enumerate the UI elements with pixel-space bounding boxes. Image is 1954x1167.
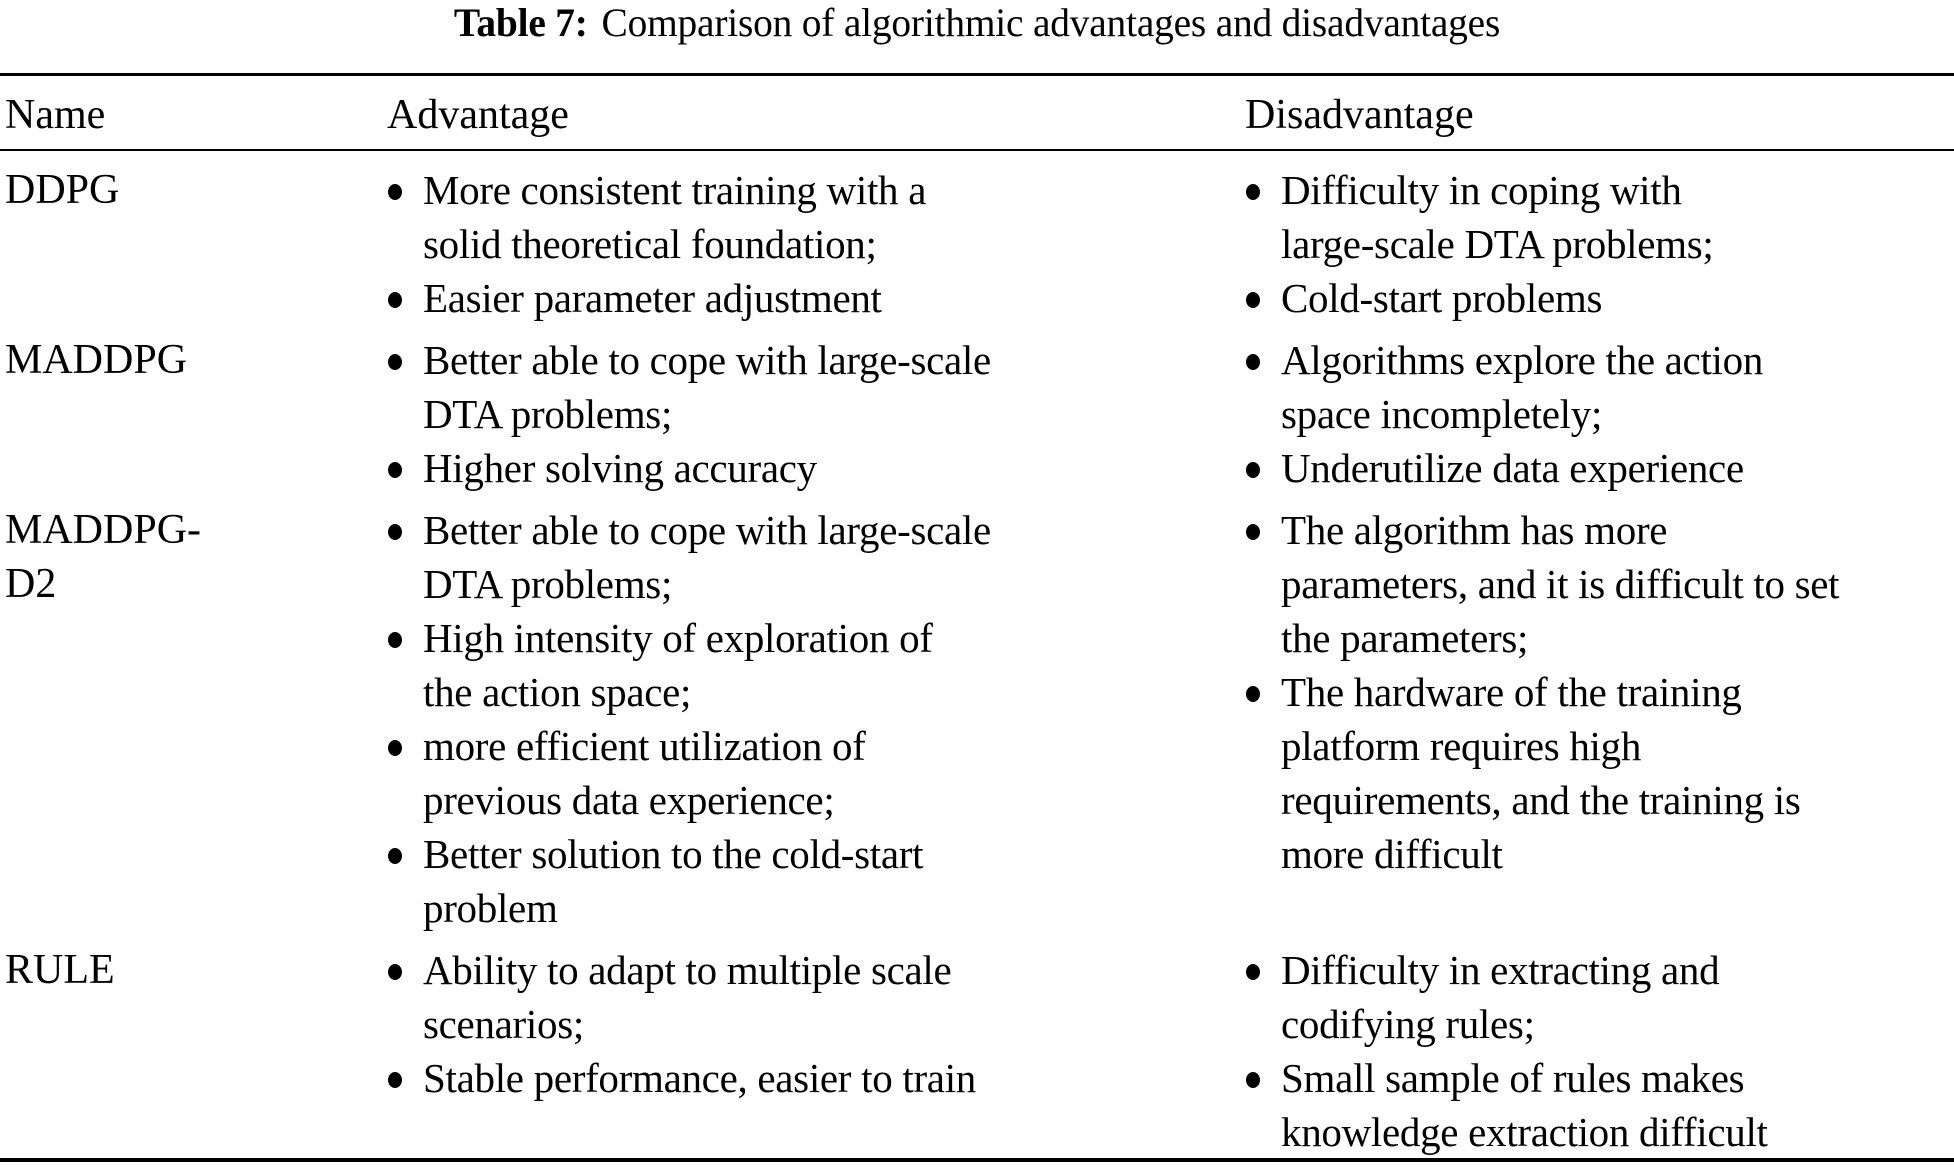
- table-caption-label: Table 7:: [453, 0, 588, 45]
- bullet-text-line: The algorithm has more: [1281, 507, 1668, 553]
- bullet-text-line: the parameters;: [1281, 615, 1529, 661]
- bullet-item: [388, 1051, 1208, 1105]
- bullet-item: [388, 611, 1208, 719]
- disadvantage-cell: [1246, 503, 1954, 881]
- bullet-icon: [1246, 964, 1260, 980]
- bullet-text-line: Difficulty in coping with: [1281, 167, 1682, 213]
- disadvantage-cell: [1246, 943, 1954, 1159]
- bullet-text-line: codifying rules;: [1281, 1001, 1535, 1047]
- bullet-text-line: previous data experience;: [423, 777, 835, 823]
- bullet-item: [388, 943, 1208, 1051]
- bullet-text-line: Higher solving accuracy: [423, 445, 817, 491]
- bullet-text-line: platform requires high: [1281, 723, 1642, 769]
- column-header-name: Name: [5, 92, 106, 138]
- bullet-item: [1246, 163, 1954, 271]
- bullet-text-line: more difficult: [1281, 831, 1503, 877]
- algorithm-name: [5, 503, 201, 611]
- advantage-cell: [388, 503, 1208, 935]
- bullet-item: [388, 503, 1208, 611]
- bullet-text-line: space incompletely;: [1281, 391, 1603, 437]
- bullet-icon: [388, 740, 402, 756]
- bullet-item: [388, 163, 1208, 271]
- advantage-cell: [388, 943, 1208, 1159]
- bullet-text-line: DTA problems;: [423, 561, 673, 607]
- bullet-text-line: parameters, and it is difficult to set: [1281, 561, 1840, 607]
- bullet-text-line: Ability to adapt to multiple scale: [423, 947, 952, 993]
- table-bottom-rule: [0, 1158, 1954, 1162]
- algorithm-name-line: MADDPG: [5, 337, 188, 383]
- bullet-icon: [388, 848, 402, 864]
- table-body: [0, 163, 1954, 1167]
- bullet-icon: [1246, 524, 1260, 540]
- table-row: [0, 943, 1954, 1159]
- bullet-text-line: More consistent training with a: [423, 167, 927, 213]
- algorithm-name: [5, 163, 119, 217]
- bullet-icon: [1246, 686, 1260, 702]
- bullet-text-line: scenarios;: [423, 1001, 584, 1047]
- table-top-rule: [0, 73, 1954, 76]
- bullet-text-line: Better solution to the cold-start: [423, 831, 924, 877]
- algorithm-name-line: MADDPG-: [5, 507, 202, 553]
- bullet-icon: [388, 632, 402, 648]
- disadvantage-cell: [1246, 333, 1954, 495]
- algorithm-name-line: D2: [5, 561, 57, 607]
- table-row: [0, 503, 1954, 935]
- algorithm-name-line: RULE: [5, 947, 115, 993]
- advantage-cell: [388, 333, 1208, 495]
- bullet-icon: [1246, 1072, 1260, 1088]
- bullet-icon: [388, 462, 402, 478]
- bullet-item: [1246, 1051, 1954, 1159]
- bullet-text-line: Cold-start problems: [1281, 275, 1603, 321]
- bullet-text-line: Difficulty in extracting and: [1281, 947, 1720, 993]
- algorithm-name: [5, 943, 115, 997]
- bullet-icon: [388, 524, 402, 540]
- table-caption-text: Comparison of algorithmic advantages and disadvantages: [601, 0, 1501, 45]
- bullet-text-line: High intensity of exploration of: [423, 615, 933, 661]
- bullet-item: [388, 827, 1208, 935]
- bullet-icon: [388, 354, 402, 370]
- bullet-item: [1246, 665, 1954, 881]
- bullet-text-line: the action space;: [423, 669, 692, 715]
- bullet-text-line: Better able to cope with large-scale: [423, 337, 991, 383]
- table-header-rule: [0, 149, 1954, 151]
- bullet-text-line: Stable performance, easier to train: [423, 1055, 976, 1101]
- bullet-item: [1246, 441, 1954, 495]
- bullet-text-line: Algorithms explore the action: [1281, 337, 1764, 383]
- bullet-text-line: problem: [423, 885, 558, 931]
- table-row: [0, 163, 1954, 325]
- bullet-text-line: large-scale DTA problems;: [1281, 221, 1714, 267]
- bullet-icon: [388, 964, 402, 980]
- bullet-item: [1246, 943, 1954, 1051]
- bullet-text-line: knowledge extraction difficult: [1281, 1109, 1768, 1155]
- bullet-text-line: solid theoretical foundation;: [423, 221, 877, 267]
- bullet-text-line: Underutilize data experience: [1281, 445, 1744, 491]
- disadvantage-cell: [1246, 163, 1954, 325]
- bullet-item: [1246, 271, 1954, 325]
- table-row: [0, 333, 1954, 495]
- bullet-icon: [1246, 292, 1260, 308]
- bullet-item: [388, 333, 1208, 441]
- bullet-icon: [388, 1072, 402, 1088]
- algorithm-name-line: DDPG: [5, 167, 120, 213]
- bullet-icon: [388, 292, 402, 308]
- bullet-text-line: Better able to cope with large-scale: [423, 507, 991, 553]
- bullet-text-line: DTA problems;: [423, 391, 673, 437]
- bullet-text-line: Easier parameter adjustment: [423, 275, 882, 321]
- bullet-item: [1246, 333, 1954, 441]
- bullet-item: [388, 719, 1208, 827]
- bullet-icon: [1246, 184, 1260, 200]
- column-header-disadvantage: Disadvantage: [1245, 92, 1474, 138]
- bullet-text-line: The hardware of the training: [1281, 669, 1742, 715]
- advantage-cell: [388, 163, 1208, 325]
- table-caption: [15, 0, 1940, 46]
- column-header-advantage: Advantage: [387, 92, 569, 138]
- bullet-item: [388, 441, 1208, 495]
- bullet-item: [388, 271, 1208, 325]
- bullet-text-line: Small sample of rules makes: [1281, 1055, 1745, 1101]
- bullet-text-line: more efficient utilization of: [423, 723, 866, 769]
- bullet-icon: [1246, 354, 1260, 370]
- bullet-icon: [1246, 462, 1260, 478]
- algorithm-name: [5, 333, 187, 387]
- bullet-text-line: requirements, and the training is: [1281, 777, 1801, 823]
- bullet-item: [1246, 503, 1954, 665]
- bullet-icon: [388, 184, 402, 200]
